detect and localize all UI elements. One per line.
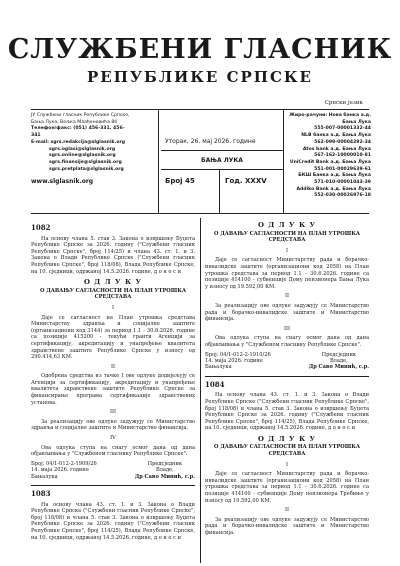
contact-line: Бања Лука, Вељка Млађеновића 8б xyxy=(31,119,118,125)
reference-number: Број: 04/1-012-2-1910/26 xyxy=(205,351,271,358)
website-link[interactable]: www.slglasnik.org xyxy=(31,178,94,186)
preamble: На основу члана 43. ст. 1. и 3. Закона о Влади Републике Српске ("Службени гласник Републике Српске", број 118/08) и члана 5. став 3. Закона о извршењу Буџета Републике Српске за 2026. годину ("Службени гласник Републике Српске", број 114/25), Влада Републике Српске, на 10. сједници, одржаној 14.5.2026. године, д о н о с и xyxy=(205,392,369,432)
section-text: За реализацију ове одлуке задужују се Министарство рада и борачко-инвалидске заштите и Министарство финансија. xyxy=(205,516,369,536)
section-numeral: III xyxy=(283,325,291,332)
reference-number: Број: 04/1-012-2-1909/26 xyxy=(31,460,97,467)
bank-line: UniCredit Bank а.д. Бања Лука xyxy=(289,159,371,165)
bank-line: 567-162-10000010-81 xyxy=(314,153,371,159)
bank-line: 555-007-00001332-44 xyxy=(314,126,371,132)
contact-line: Телефон/факс: (051) 456-331, 456-341 xyxy=(31,126,125,139)
section-numeral: II xyxy=(110,363,116,370)
left-column xyxy=(31,222,195,544)
gazette-title: СЛУЖБЕНИ ГЛАСНИК xyxy=(7,34,393,65)
section-text: Одобрена средства из тачке I ове одлуке додијељују се Агенцији за сертификацију, акредитацију и унапређење квалитета здравствене заштите Републике Српске за финансирање програма сертификације здравствених установа. xyxy=(31,373,195,406)
section-text: Даје се сагласност на План утрошка средстава Министарству здравља и социјалне заштите (организациони код 3144) за период 1.1 - 30.6.2026. године са позиције 415200 - текући гранти Агенцији за сертификацију, акредитацију и унапређење квалитета здравствене заштите Републике Српске у износу од 290.414,63 КМ. xyxy=(31,314,195,361)
document-number: 1082 xyxy=(31,223,51,232)
section-numeral: IV xyxy=(110,435,116,442)
signature-date: 14. маја 2026. године xyxy=(205,357,263,364)
section-numeral: III xyxy=(109,409,117,416)
section-text: Даје се сагласност Министарству рада и борачко-инвалидске заштите (организациони код 2058) на План утрошка средстава за период 1.1 - 30.6.2026. године са позиције 414100 - субвенције Дому пензионера Требиње у износу од 19.592,00 КМ. xyxy=(205,471,369,504)
bank-line: 551-001-00029639-61 xyxy=(314,166,371,172)
divider xyxy=(161,150,283,151)
signatory-name: Др Саво Минић, с.р. xyxy=(134,473,195,480)
issue-number: Број 45 xyxy=(165,177,195,185)
divider xyxy=(205,376,369,377)
divider xyxy=(161,169,283,170)
section-text: За реализацију ове одлуке задужују се Министарство здравља и социјалне заштите и Министарство финансија. xyxy=(31,418,195,432)
signature-block xyxy=(31,461,195,480)
bank-line: 571-010-00001043-39 xyxy=(314,180,371,186)
contact-line: ЈУ Службени гласник Републике Српске, xyxy=(31,113,130,118)
issue-place: БАЊА ЛУКА xyxy=(201,157,243,164)
preamble: На основу члана 43. ст. 1. и 3. Закона о Влади Републике Српске ("Службени гласник Републике Српске", број 118/08) и члана 5. став 3. Закона о извршењу Буџета Републике Српске за 2026. годину ("Службени гласник Републике Српске", број 114/25), Влада Републике Српске, на 10. сједници, одржаној 14.5.2026. године, д о н о с и xyxy=(31,501,195,541)
right-column xyxy=(205,222,369,540)
section-numeral: I xyxy=(285,247,288,254)
issue-date: Уторак, 26. мај 2026. године xyxy=(165,138,256,145)
section-numeral: I xyxy=(285,461,288,468)
info-bar xyxy=(31,109,369,214)
section-numeral: II xyxy=(284,293,290,300)
contact-line[interactable]: sgrs.finansije@slglasnik.org xyxy=(49,159,122,165)
section-text: Даје се сагласност Министарству рада и борачко-инвалидске заштите (организациони код 2058) на План утрошка средстава за период 1.1 - 30.6.2026. године са позиције 414100 - субвенције Дому пензионера Бања Лука у износу од 19.592,00 КМ. xyxy=(205,257,369,290)
contact-line[interactable]: sgrs.online@slglasnik.org xyxy=(49,153,116,159)
signature-place: Бањалука xyxy=(31,473,58,480)
column-divider xyxy=(200,218,201,563)
signature-date: 14. маја 2026. године xyxy=(31,467,89,474)
section-text: Ова одлука ступа на снагу осмог дана од дана објављивања у "Службеном гласнику Републике Српске". xyxy=(205,335,369,348)
gazette-subtitle: РЕПУБЛИКЕ СРПСКЕ xyxy=(86,68,313,86)
contact-line[interactable]: sgrs.oglasi@slglasnik.org xyxy=(49,146,116,152)
decision-title: О Д Л У К У xyxy=(257,221,317,229)
document-number: 1083 xyxy=(31,489,51,499)
bank-line: 552-030-00026976-18 xyxy=(314,193,371,199)
issue-info xyxy=(161,110,283,213)
bank-line: Atos bank a.д. Бања Лука xyxy=(302,146,371,152)
publisher-contact xyxy=(31,113,131,186)
decision-subtitle: О ДАВАЊУ САГЛАСНОСТИ НА ПЛАН УТРОШКА СРЕДСТАВА xyxy=(39,287,186,301)
decision-subtitle: О ДАВАЊУ САГЛАСНОСТИ НА ПЛАН УТРОШКА СРЕДСТАВА xyxy=(213,444,360,458)
section-text: За реализацију ове одлуке задужују се Министарство рада и борачко-инвалидске заштите и Министарство финансија. xyxy=(205,302,369,323)
bank-line: NLB банка а.д. Бања Лука xyxy=(301,133,371,139)
section-numeral: I xyxy=(111,304,114,311)
signature-block xyxy=(205,352,369,371)
bank-accounts xyxy=(279,113,371,200)
decision-title: О Д Л У К У xyxy=(83,278,143,287)
contact-line[interactable]: sgrs.pretplata@slglasnik.org xyxy=(49,166,124,172)
document-number: 1084 xyxy=(205,379,225,389)
signature-place: Бањалука xyxy=(205,364,232,371)
contact-line[interactable]: E-mail: sgrs.redakcija@slglasnik.org xyxy=(31,139,126,145)
section-numeral: II xyxy=(284,507,290,514)
divider xyxy=(158,110,159,213)
signatory-body: Владе, xyxy=(155,467,174,474)
divider xyxy=(219,169,220,213)
signatory-role: Предсједник xyxy=(147,460,183,467)
signatory-body: Владе, xyxy=(329,357,348,364)
preamble: На основу члана 5. став 3. Закона о извршењу Буџета Републике Српске за 2026. годину ("Службени гласник Републике Српске", број 114/25) и члана 43. ст. 1. и 3. Закона о Влади Републике Српске ("Службени гласник Републике Српске", број 118/08), Влада Републике Српске, на 10. сједници, одржаној 14.5.2026. године, д о н о с и xyxy=(31,235,195,275)
bank-line: Addiko Bank а.д. Бања Лука xyxy=(296,186,371,192)
divider xyxy=(31,485,195,486)
bank-line: Жиро-рачуни: Нова банка а.д. Бања Лука xyxy=(289,113,371,125)
section-text: Ова одлука ступа на снагу осмог дана од дана објављивања у "Службеном гласнику Републике Српске". xyxy=(31,444,195,458)
language-label: Српски језик xyxy=(324,100,363,106)
signatory-name: Др Саво Минић, с.р. xyxy=(308,364,369,371)
issue-volume: Год. XXXV xyxy=(225,177,267,185)
bank-line: 562-099-00004292-34 xyxy=(314,139,371,145)
decision-subtitle: О ДАВАЊУ САГЛАСНОСТИ НА ПЛАН УТРОШКА СРЕДСТАВА xyxy=(213,230,360,244)
decision-title: О Д Л У К У xyxy=(257,434,317,443)
signatory-role: Предсједник xyxy=(321,351,357,358)
bank-line: БКШ Банка а.д. Бања Лука xyxy=(298,173,371,179)
